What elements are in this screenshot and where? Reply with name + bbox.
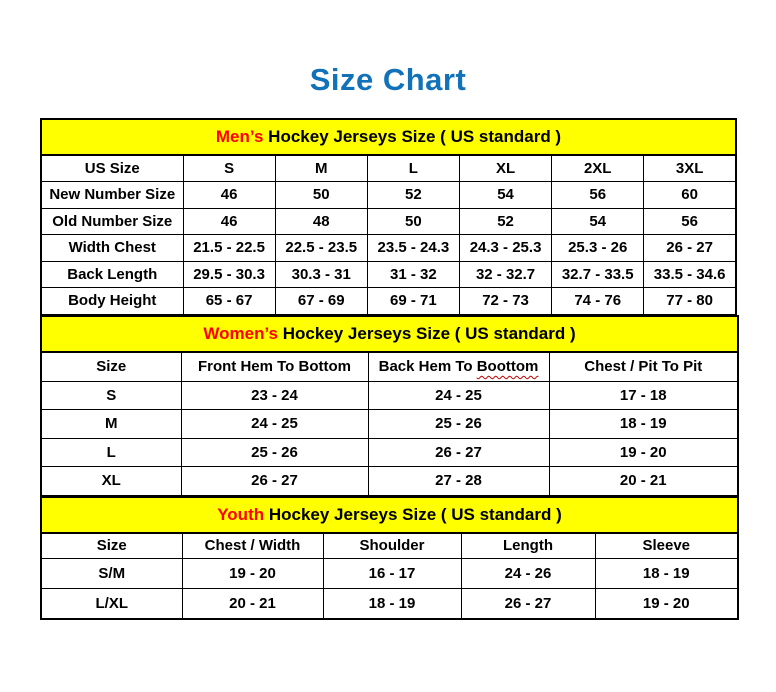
youth-size-table: [40, 496, 739, 620]
column-header: 2XL: [552, 155, 644, 182]
row-header: Back Length: [41, 261, 183, 288]
table-row: [41, 438, 738, 467]
table-cell: 18 - 19: [549, 410, 738, 439]
column-header: Sleeve: [595, 533, 738, 559]
table-cell: 23.5 - 24.3: [367, 235, 459, 262]
womens-size-table: [40, 315, 739, 497]
row-header: S/M: [41, 558, 182, 588]
row-header: L: [41, 438, 181, 467]
table-cell: 19 - 20: [182, 558, 323, 588]
table-cell: 25 - 26: [368, 410, 549, 439]
column-header: Size: [41, 533, 182, 559]
table-cell: 30.3 - 31: [275, 261, 367, 288]
table-cell: 19 - 20: [595, 588, 738, 619]
column-header-text: Back Hem To: [378, 358, 473, 375]
row-header: L/XL: [41, 588, 182, 619]
table-cell: 26 - 27: [461, 588, 595, 619]
misspelled-word-squiggle: Boottom: [476, 358, 539, 375]
row-header: Body Height: [41, 288, 183, 315]
table-row: [41, 208, 736, 235]
tables-container: [40, 118, 737, 620]
table-row: [41, 410, 738, 439]
table-cell: 31 - 32: [367, 261, 459, 288]
mens-band-rest: Hockey Jerseys Size ( US standard ): [268, 127, 562, 146]
table-cell: 33.5 - 34.6: [644, 261, 736, 288]
womens-header-row: [41, 352, 738, 382]
table-row: [41, 467, 738, 496]
table-row: [41, 588, 738, 619]
youth-band-rest: Hockey Jerseys Size ( US standard ): [268, 504, 562, 524]
row-header: New Number Size: [41, 182, 183, 209]
table-row: [41, 261, 736, 288]
column-header: Shoulder: [323, 533, 461, 559]
mens-band-row: [41, 119, 736, 155]
youth-band-title: [41, 497, 738, 533]
table-cell: 29.5 - 30.3: [183, 261, 275, 288]
table-cell: 46: [183, 182, 275, 209]
table-cell: 60: [644, 182, 736, 209]
mens-band-highlight: Men’s: [215, 127, 264, 146]
womens-band-rest: Hockey Jerseys Size ( US standard ): [282, 323, 576, 343]
row-header: Old Number Size: [41, 208, 183, 235]
table-row: [41, 288, 736, 315]
table-cell: 56: [644, 208, 736, 235]
column-header: Front Hem To Bottom: [181, 352, 368, 382]
column-header: L: [367, 155, 459, 182]
table-cell: 21.5 - 22.5: [183, 235, 275, 262]
table-cell: 26 - 27: [644, 235, 736, 262]
table-cell: 18 - 19: [323, 588, 461, 619]
table-cell: 54: [459, 182, 551, 209]
column-header: Chest / Width: [182, 533, 323, 559]
table-cell: 56: [552, 182, 644, 209]
table-cell: 17 - 18: [549, 381, 738, 410]
row-header: M: [41, 410, 181, 439]
table-cell: 50: [367, 208, 459, 235]
column-header: S: [183, 155, 275, 182]
youth-band-highlight: Youth: [217, 504, 265, 524]
table-cell: 24 - 26: [461, 558, 595, 588]
table-cell: 50: [275, 182, 367, 209]
table-cell: 18 - 19: [595, 558, 738, 588]
table-cell: 52: [367, 182, 459, 209]
row-header: Width Chest: [41, 235, 183, 262]
table-cell: 19 - 20: [549, 438, 738, 467]
table-cell: 26 - 27: [368, 438, 549, 467]
table-cell: 16 - 17: [323, 558, 461, 588]
table-cell: 32 - 32.7: [459, 261, 551, 288]
table-cell: 46: [183, 208, 275, 235]
table-cell: 77 - 80: [644, 288, 736, 315]
table-cell: 26 - 27: [181, 467, 368, 496]
mens-header-row: [41, 155, 736, 182]
column-header: Size: [41, 352, 181, 382]
page-title: Size Chart: [309, 62, 467, 97]
table-cell: 25.3 - 26: [552, 235, 644, 262]
row-header: S: [41, 381, 181, 410]
youth-band-row: [41, 497, 738, 533]
table-cell: 48: [275, 208, 367, 235]
table-row: [41, 381, 738, 410]
table-row: [41, 182, 736, 209]
youth-header-row: [41, 533, 738, 559]
mens-size-table: [40, 118, 737, 316]
table-cell: 20 - 21: [182, 588, 323, 619]
table-cell: 74 - 76: [552, 288, 644, 315]
mens-band-title: [41, 119, 736, 155]
table-cell: 52: [459, 208, 551, 235]
table-cell: 67 - 69: [275, 288, 367, 315]
table-row: [41, 235, 736, 262]
table-cell: 24 - 25: [368, 381, 549, 410]
table-cell: 25 - 26: [181, 438, 368, 467]
table-cell: 65 - 67: [183, 288, 275, 315]
table-cell: 32.7 - 33.5: [552, 261, 644, 288]
table-cell: 24 - 25: [181, 410, 368, 439]
column-header: US Size: [41, 155, 183, 182]
column-header: Length: [461, 533, 595, 559]
column-header: Chest / Pit To Pit: [549, 352, 738, 382]
womens-band-row: [41, 316, 738, 352]
column-header: M: [275, 155, 367, 182]
table-cell: 23 - 24: [181, 381, 368, 410]
column-header: XL: [459, 155, 551, 182]
table-cell: 69 - 71: [367, 288, 459, 315]
table-cell: 54: [552, 208, 644, 235]
column-header: [368, 352, 549, 382]
table-cell: 20 - 21: [549, 467, 738, 496]
column-header: 3XL: [644, 155, 736, 182]
table-cell: 24.3 - 25.3: [459, 235, 551, 262]
womens-band-highlight: Women’s: [203, 323, 278, 343]
womens-band-title: [41, 316, 738, 352]
table-cell: 72 - 73: [459, 288, 551, 315]
table-row: [41, 558, 738, 588]
row-header: XL: [41, 467, 181, 496]
table-cell: 22.5 - 23.5: [275, 235, 367, 262]
table-cell: 27 - 28: [368, 467, 549, 496]
